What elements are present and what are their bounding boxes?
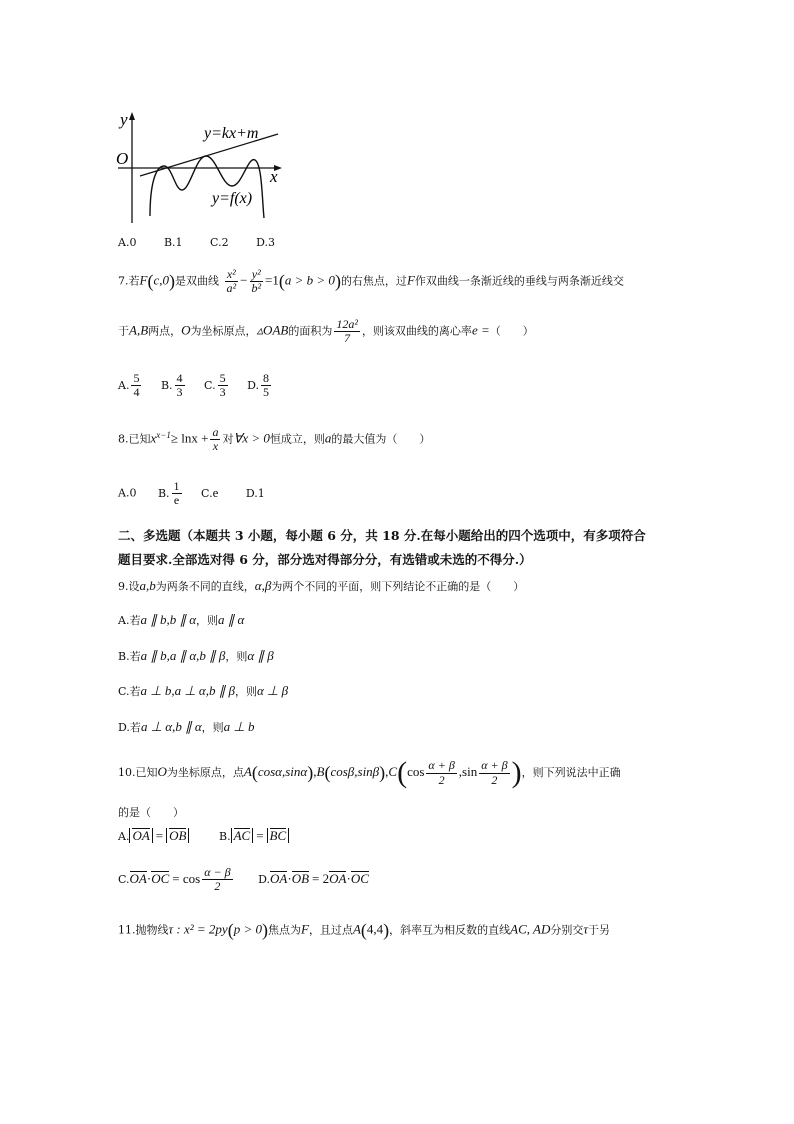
q8-ineq: ≥ lnx + — [170, 430, 209, 446]
q11-tau: τ — [583, 921, 589, 937]
q10-d-pre: D. — [258, 872, 271, 886]
q7-d-den: 5 — [263, 385, 270, 400]
q9-option-a[interactable] — [118, 612, 244, 628]
q10-stem-line2: 的是（ ） — [118, 806, 184, 819]
q7-l2-e: ，则该双曲线的离心率 — [361, 324, 472, 338]
curve-label: y=f(x) — [212, 190, 253, 207]
q10-c-lparen: ( — [397, 756, 408, 789]
q8-text3: 的最大值为（ ） — [331, 432, 431, 446]
q7-b-num: 4 — [176, 371, 183, 385]
function-curve — [150, 156, 264, 218]
q10-c-den: 2 — [214, 879, 221, 894]
q10-stem-b: 为坐标原点，点 — [166, 766, 244, 779]
q8-options — [118, 480, 265, 507]
function-graph-figure — [112, 108, 292, 228]
q10-b-abs-left — [231, 828, 254, 843]
q8-x: x — [150, 430, 157, 446]
q8-option-b-label: B. — [157, 486, 170, 500]
q8-option-c[interactable] — [201, 484, 219, 500]
q9-stem — [118, 578, 524, 594]
q9-d-pre: D.若 — [118, 721, 141, 734]
q9-c-res: α ⊥ β — [256, 683, 289, 698]
q7-option-b[interactable] — [160, 371, 187, 400]
q7-l2-d: 的面积为 — [288, 324, 333, 338]
q8-option-b[interactable] — [157, 479, 184, 508]
q7-option-c-label: C. — [204, 378, 216, 392]
q11-condition: p > 0 — [233, 921, 262, 937]
q8-text1: 对 — [222, 432, 234, 446]
q9-lines: a,b — [139, 578, 156, 593]
q7-option-c-frac — [218, 372, 228, 399]
q10-b-pre: B. — [218, 830, 231, 843]
q9-d-math: a ⊥ α,b ∥ α — [140, 719, 202, 734]
q7-text2: 的右焦点，过 — [340, 274, 407, 288]
q7-point-args: c,0 — [153, 272, 169, 288]
line-label: y=kx+m — [204, 125, 259, 142]
q6-option-a[interactable]: A.0 — [118, 236, 137, 249]
q11-stem-a: 11.抛物线 — [118, 923, 169, 937]
q11-equation: τ : x² = 2py — [168, 921, 228, 937]
q7-area-num: 12a² — [336, 317, 358, 331]
q7-frac2-num: y² — [251, 267, 261, 281]
q9-c-mid: ，则 — [234, 685, 257, 698]
y-axis-label: y — [120, 110, 128, 129]
q9-a-pre: A.若 — [118, 614, 141, 627]
q10-d-vec2: OB — [291, 870, 310, 886]
q9-option-b[interactable] — [118, 648, 274, 664]
q7-options — [118, 372, 273, 399]
q10-d-vec1: OA — [270, 870, 288, 886]
q10-origin: O — [157, 764, 167, 779]
q11-stem-c: ，且过点 — [308, 923, 353, 937]
q9-d-mid: ，则 — [201, 721, 224, 734]
q11-rparen: ) — [261, 920, 268, 940]
q10-c-num: α − β — [204, 865, 231, 879]
q8-stem — [118, 426, 430, 453]
q11-point-a: A — [352, 921, 361, 937]
q7-point-f: F — [139, 272, 148, 288]
q10-c-frac — [202, 866, 232, 893]
q10-c-vec2: OC — [151, 870, 170, 886]
q10-a-rparen: ) — [307, 762, 314, 783]
q6-option-c[interactable]: C.2 — [210, 236, 229, 249]
q11-stem — [118, 920, 610, 941]
origin-label: O — [116, 149, 129, 168]
q10-b-eq: = — [256, 828, 264, 843]
q7-area-den: 7 — [344, 331, 351, 346]
q11-a-args: 4,4 — [366, 921, 384, 937]
q6-option-b[interactable]: B.1 — [163, 236, 183, 249]
q9-b-mid: ，则 — [225, 650, 248, 663]
q10-point-b: B — [316, 764, 325, 779]
q7-cond-rparen: ) — [334, 271, 341, 292]
q11-lparen: ( — [227, 920, 234, 940]
q7-stem-line1 — [118, 268, 624, 295]
q10-stem-c: ，则下列说法中正确 — [521, 766, 621, 779]
q10-comma1: , — [313, 764, 317, 779]
q10-point-c: C — [388, 764, 398, 779]
q8-number: 8.已知 — [118, 432, 151, 446]
q9-b-math: a ∥ b,a ∥ α,b ∥ β — [140, 648, 226, 663]
q10-d-eq: = 2 — [312, 870, 330, 886]
q7-option-d-label: D. — [247, 378, 260, 392]
q10-frac1 — [426, 759, 456, 786]
x-axis-label: x — [270, 167, 278, 186]
q7-fraction-x — [224, 268, 238, 295]
q10-a-eq: = — [155, 828, 164, 843]
q10-b-rparen: ) — [379, 762, 386, 783]
q11-a-lparen: ( — [360, 920, 367, 940]
q10-d-vec4: OC — [350, 870, 369, 886]
q10-b-vec-l: AC — [233, 828, 251, 843]
q10-comma2: , — [385, 764, 389, 779]
q10-option-b[interactable] — [219, 830, 289, 843]
q7-option-a-label: A. — [118, 378, 130, 392]
q8-option-b-frac — [172, 480, 182, 507]
q10-c-rparen: ) — [511, 756, 522, 789]
q7-minus: − — [240, 272, 248, 288]
q10-option-d[interactable] — [258, 870, 369, 886]
q11-stem-b: 焦点为 — [267, 923, 301, 937]
q7-option-a-frac — [131, 372, 141, 399]
q10-a-args: cosα,sinα — [257, 764, 308, 779]
q9-b-res: α ∥ β — [247, 648, 274, 663]
q10-sin: ,sin — [458, 764, 478, 779]
q7-number: 7.若 — [118, 274, 140, 288]
q9-planes: α,β — [254, 578, 272, 593]
q7-d-num: 8 — [263, 371, 270, 385]
q10-f2-den: 2 — [491, 772, 498, 787]
q7-text3: 作双曲线一条渐近线的垂线与两条渐近线交 — [414, 274, 624, 288]
section2-heading-line1: 二、多选题（本题共 3 小题，每小题 6 分，共 18 分.在每小题给出的四个选项中，有多项符合 — [118, 528, 646, 543]
q9-c-math: a ⊥ b,a ⊥ α,b ∥ β — [140, 683, 235, 698]
q11-stem-d: ，斜率互为相反数的直线 — [389, 923, 511, 937]
q7-l2-f: （ ） — [489, 324, 534, 338]
q8-option-d[interactable]: D.1 — [245, 486, 265, 500]
q7-lparen: ( — [147, 271, 154, 292]
q7-area-fraction — [334, 318, 360, 345]
q7-equals-one: =1 — [265, 272, 279, 288]
q8-frac-num: a — [212, 425, 219, 439]
q7-option-c[interactable] — [204, 371, 230, 400]
q9-b-pre: B.若 — [118, 650, 141, 663]
q10-c-dot: · — [146, 870, 152, 886]
q7-eccentricity: e = — [471, 322, 490, 338]
q8-text2: 恒成立，则 — [269, 432, 325, 446]
q10-b-args: cosβ,sinβ — [330, 764, 380, 779]
section2-heading-line2: 题目要求.全部选对得 6 分，部分选对得部分分，有选错或未选的不得分.） — [118, 552, 532, 567]
q6-option-d[interactable]: D.3 — [256, 236, 276, 249]
q10-d-dot: · — [287, 870, 292, 886]
q10-option-a[interactable] — [118, 830, 189, 843]
q7-c-num: 5 — [219, 371, 226, 385]
q8-b-den: e — [173, 493, 180, 508]
q8-b-num: 1 — [173, 479, 180, 493]
q10-a-lparen: ( — [251, 762, 258, 783]
q11-a-rparen: ) — [383, 920, 390, 940]
q8-option-c-value: e — [212, 484, 219, 500]
q11-stem-e: 分别交 — [550, 923, 584, 937]
q9-stem-c: 为两个不同的平面，则下列结论不正确的是（ ） — [271, 580, 525, 593]
q10-options-cd — [118, 866, 369, 893]
q7-frac2-den: b² — [251, 281, 262, 296]
q7-l2-b: 两点， — [148, 324, 182, 338]
q8-option-c-label: C. — [201, 486, 213, 500]
q9-option-c[interactable] — [118, 683, 288, 699]
q10-f1-den: 2 — [438, 772, 445, 787]
q7-c-den: 3 — [219, 385, 226, 400]
q7-l2-a: 于 — [118, 324, 129, 338]
q10-b-lparen: ( — [324, 762, 331, 783]
q7-a-den: 4 — [133, 385, 140, 400]
q7-condition: a > b > 0 — [284, 272, 335, 288]
q10-stem-a: 10.已知 — [118, 766, 158, 779]
q9-stem-a: 9.设 — [118, 580, 140, 593]
q7-option-b-frac — [175, 372, 185, 399]
q7-stem-line2 — [118, 318, 534, 345]
q7-l2-c: 为坐标原点， — [190, 324, 257, 338]
q10-c-pre: C. — [118, 872, 130, 886]
q7-text1: 是双曲线 — [174, 274, 219, 288]
q11-lines: AC, AD — [510, 921, 551, 937]
q8-exponent: x−1 — [156, 430, 171, 441]
q8-a: a — [324, 430, 332, 446]
q6-options — [118, 236, 299, 249]
q7-option-d[interactable] — [247, 371, 273, 400]
q10-point-a: A — [243, 764, 252, 779]
q7-frac1-num: x² — [226, 267, 236, 281]
q10-c-vec1: OA — [129, 870, 147, 886]
q9-stem-b: 为两条不同的直线， — [155, 580, 255, 593]
q9-c-pre: C.若 — [118, 685, 141, 698]
q10-d-dot2: · — [346, 870, 351, 886]
q7-b-den: 3 — [176, 385, 183, 400]
q9-option-d[interactable] — [118, 719, 255, 735]
q7-origin: O — [181, 322, 191, 338]
q10-options-ab — [118, 828, 289, 844]
q7-f2: F — [406, 272, 415, 288]
q7-option-d-frac — [261, 372, 271, 399]
q10-stem-line1 — [118, 756, 621, 790]
q10-f2-num: α + β — [481, 758, 508, 773]
q7-triangle: ▵OAB — [256, 322, 289, 338]
q7-points-ab: A,B — [129, 322, 149, 338]
q10-a-vec-l: OA — [132, 828, 150, 843]
q7-cond-lparen: ( — [278, 271, 285, 292]
q7-frac1-den: a² — [226, 281, 237, 296]
q7-option-b-label: B. — [160, 378, 173, 392]
q7-rparen: ) — [168, 271, 175, 292]
q10-a-pre: A. — [118, 830, 130, 843]
q10-f1-num: α + β — [428, 758, 455, 773]
q9-a-mid: ，则 — [196, 614, 219, 627]
q10-a-vec-r: OB — [169, 828, 187, 843]
q10-frac2 — [479, 759, 509, 786]
q10-a-abs-right — [166, 828, 189, 843]
q11-focus: F — [300, 921, 309, 937]
q8-condition: ∀x > 0 — [233, 430, 270, 446]
y-axis-arrow — [129, 112, 135, 120]
q8-option-a[interactable]: A.0 — [118, 486, 137, 500]
q10-cos: cos — [407, 764, 425, 779]
q7-a-num: 5 — [133, 371, 140, 385]
q7-option-a[interactable] — [118, 371, 143, 400]
q10-a-abs-left — [129, 828, 152, 843]
q10-b-vec-r: BC — [269, 828, 287, 843]
q10-c-eq: = cos — [172, 870, 201, 886]
q7-fraction-y — [249, 268, 263, 295]
q8-fraction — [210, 426, 220, 453]
q9-d-res: a ⊥ b — [223, 719, 255, 734]
q9-a-res: a ∥ α — [218, 612, 245, 627]
q10-d-vec3: OA — [329, 870, 347, 886]
q9-a-math: a ∥ b,b ∥ α — [140, 612, 197, 627]
q11-stem-f: 于另 — [588, 923, 611, 937]
q10-b-abs-right — [267, 828, 290, 843]
q8-frac-den: x — [212, 439, 219, 454]
